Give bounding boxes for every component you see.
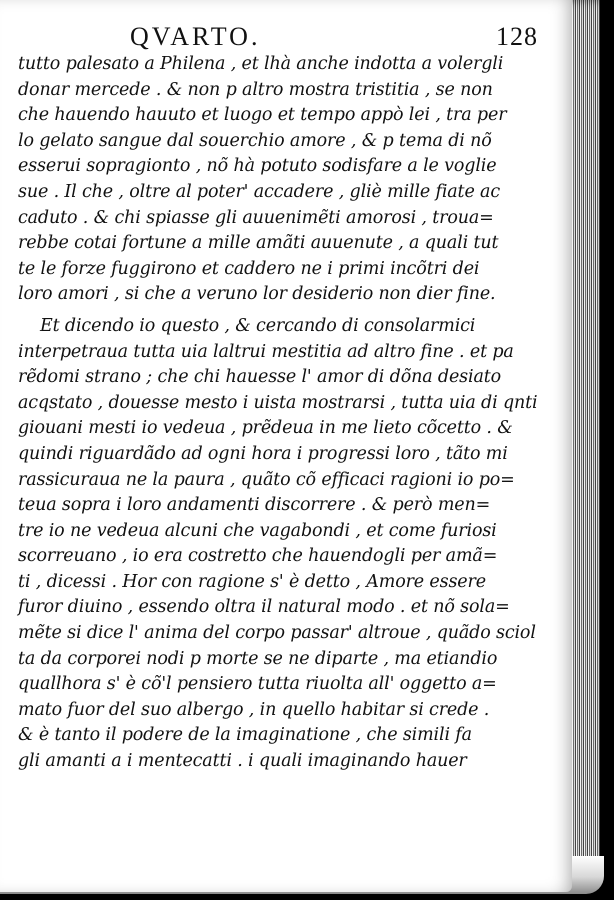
text-line: esserui sopragionto , nõ hà potuto sodisfare a le voglie bbox=[18, 156, 497, 177]
text-line: tutto palesato a Philena , et lhà anche indotta a volergli bbox=[18, 54, 504, 74]
text-line: rebbe cotai fortune a mille amãti auuenute , a quali tut bbox=[18, 233, 499, 254]
text-line: scorreuano , io era costretto che hauendogli per amã= bbox=[18, 546, 498, 567]
text-line: mẽte si dice l' anima del corpo passar' altroue , quãdo sciol bbox=[18, 623, 536, 644]
text-line: caduto . & chi spiasse gli auuenimẽti amorosi , troua= bbox=[18, 207, 494, 228]
text-line: che hauendo hauuto et luogo et tempo appò lei , tra per bbox=[18, 105, 507, 126]
text-line: rassicuraua ne la paura , quãto cõ efficaci ragioni io po= bbox=[18, 469, 515, 490]
text-line: sue . Il che , oltre al poter' accadere , gliè mille fiate ac bbox=[18, 181, 500, 202]
text-line: donar mercede . & non p altro mostra tristitia , se non bbox=[18, 79, 493, 100]
text-line: rẽdomi strano ; che chi hauesse l' amor di dõna desiato bbox=[18, 367, 502, 388]
text-line: ti , dicessi . Hor con ragione s' è detto , Amore essere bbox=[18, 571, 486, 592]
folio-number: 128 bbox=[496, 22, 538, 51]
running-title: QVARTO. bbox=[130, 22, 261, 51]
text-line: interpetraua tutta uia laltrui mestitia ad altro fine . et pa bbox=[18, 341, 514, 362]
text-line: teua sopra i loro andamenti discorrere . & però men= bbox=[18, 495, 491, 516]
text-line: gli amanti a i mentecatti . i quali imaginando hauer bbox=[18, 751, 467, 772]
text-line: acqstato , douesse mesto i uista mostrarsi , tutta uia di qnti bbox=[18, 392, 538, 413]
text-line: tre io ne vedeua alcuni che vagabondi , et come furiosi bbox=[18, 520, 497, 541]
text-line: furor diuino , essendo oltra il natural modo . et nõ sola= bbox=[18, 597, 510, 618]
text-line: giouani mesti io vedeua , prẽdeua in me lieto cõcetto . & bbox=[18, 418, 513, 439]
paragraph-1 bbox=[18, 52, 538, 308]
text-line: ta da corporei nodi p morte se ne diparte , ma etiandio bbox=[18, 648, 498, 669]
running-head bbox=[18, 22, 538, 52]
text-line: & è tanto il podere de la imaginatione , che simili fa bbox=[18, 725, 472, 746]
text-line: quallhora s' è cõ'l pensiero tutta riuolta all' oggetto a= bbox=[18, 674, 497, 695]
text-line: Et dicendo io questo , & cercando di consolarmici bbox=[40, 315, 476, 336]
text-line: te le forze fuggirono et caddero ne i primi incõtri dei bbox=[18, 258, 480, 279]
text-block bbox=[18, 22, 538, 775]
text-line: mato fuor del suo albergo , in quello habitar si crede . bbox=[18, 699, 490, 720]
text-line: quindi riguardãdo ad ogni hora i progressi loro , tãto mi bbox=[18, 443, 508, 464]
paragraph-2 bbox=[18, 314, 538, 775]
text-line: loro amori , si che a veruno lor desiderio non dier fine. bbox=[18, 284, 496, 305]
text-line: lo gelato sangue dal souerchio amore , & p tema di nõ bbox=[18, 130, 492, 151]
